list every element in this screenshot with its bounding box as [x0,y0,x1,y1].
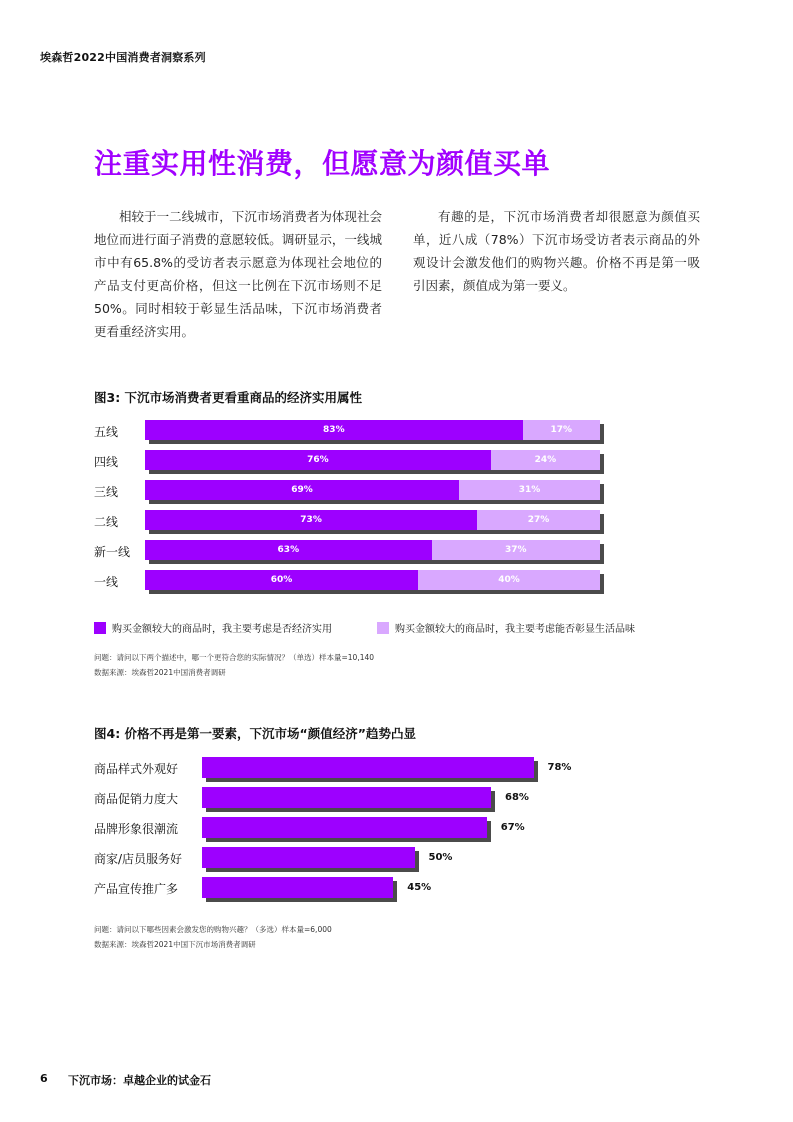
figure4-value-label: 78% [547,762,572,773]
figure3-source-note: 数据来源：埃森哲2021中国消费者调研 [94,668,226,677]
figure3-bar-segment-economic: 63% [145,540,432,560]
figure3-bar-segment-taste: 24% [491,450,600,470]
figure4-value-label: 68% [505,792,529,803]
figure4-bar-fill [202,787,491,808]
paragraph-left: 相较于一二线城市，下沉市场消费者为体现社会地位而进行面子消费的意愿较低。调研显示，一线城市中有65.8%的受访者表示愿意为体现社会地位的产品支付更高价格，但这一比例在下沉市场则不足50%。同时相较于彰显生活品味，下沉市场消费者更看重经济实用。 [94,209,382,339]
figure3-bar [145,450,600,470]
figure4-bar-fill [202,817,487,838]
legend-label-taste: 购买金额较大的商品时，我主要考虑能否彰显生活品味 [395,624,635,635]
figure4-bar [202,847,415,868]
figure4-source-note: 数据来源：埃森哲2021中国下沉市场消费者调研 [94,940,256,949]
figure3-question-note: 问题：请问以下两个描述中，哪一个更符合您的实际情况？（单选）样本量=10,140 [94,653,375,662]
figure4-question-note: 问题：请问以下哪些因素会激发您的购物兴趣？（多选）样本量=6,000 [94,925,332,934]
figure3-category-label: 新一线 [94,545,131,559]
figure3-category-label: 四线 [94,455,119,469]
figure4-category-label: 商品促销力度大 [94,792,179,806]
figure3-bar-segment-economic: 83% [145,420,523,440]
legend-label-economic: 购买金额较大的商品时，我主要考虑是否经济实用 [112,624,332,635]
figure3-bar-segment-taste: 17% [523,420,600,440]
figure4-bar [202,787,491,808]
legend-swatch-economic [94,622,106,634]
figure3-bar [145,570,600,590]
legend-swatch-taste [377,622,389,634]
figure4-bar-fill [202,847,415,868]
figure4-category-label: 商品样式外观好 [94,762,179,776]
figure3-bar-segment-taste: 40% [418,570,600,590]
figure4-bar [202,877,393,898]
figure4-title: 图4: 价格不再是第一要素，下沉市场“颜值经济”趋势凸显 [94,726,416,741]
figure3-bar-segment-economic: 69% [145,480,459,500]
figure3-bar [145,420,600,440]
figure3-category-label: 一线 [94,575,119,589]
figure4-category-label: 产品宣传推广多 [94,882,179,896]
figure3-bar [145,480,600,500]
figure3-bar-segment-economic: 76% [145,450,491,470]
figure3-category-label: 二线 [94,515,119,529]
figure4-value-label: 50% [428,852,453,863]
figure3-bar [145,540,600,560]
page-number: 6 [40,1072,48,1085]
figure3-title: 图3: 下沉市场消费者更看重商品的经济实用属性 [94,390,363,405]
legend-economic [94,620,332,635]
figure3-category-label: 五线 [94,425,119,439]
figure4-value-label: 45% [407,882,432,893]
series-title: 埃森哲2022中国消费者洞察系列 [40,51,206,64]
footer-title: 下沉市场：卓越企业的试金石 [68,1074,211,1087]
figure4-bar-fill [202,877,393,898]
figure4-bar-fill [202,757,534,778]
figure3-bar-segment-economic: 73% [145,510,477,530]
figure3-bar-segment-taste: 31% [459,480,600,500]
figure3-bar [145,510,600,530]
figure4-bar [202,757,534,778]
figure3-category-label: 三线 [94,485,119,499]
legend-taste [377,620,635,635]
figure3-bar-segment-taste: 27% [477,510,600,530]
figure3-bar-segment-economic: 60% [145,570,418,590]
figure4-value-label: 67% [500,822,525,833]
figure3-bar-segment-taste: 37% [432,540,600,560]
figure4-category-label: 品牌形象很潮流 [94,822,179,836]
page-headline: 注重实用性消费，但愿意为颜值买单 [94,147,551,180]
figure4-bar [202,817,487,838]
paragraph-right: 有趣的是，下沉市场消费者却很愿意为颜值买单，近八成（78%）下沉市场受访者表示商品的外观设计会激发他们的购物兴趣。价格不再是第一吸引因素，颜值成为第一要义。 [413,209,700,293]
figure4-category-label: 商家/店员服务好 [94,852,183,866]
